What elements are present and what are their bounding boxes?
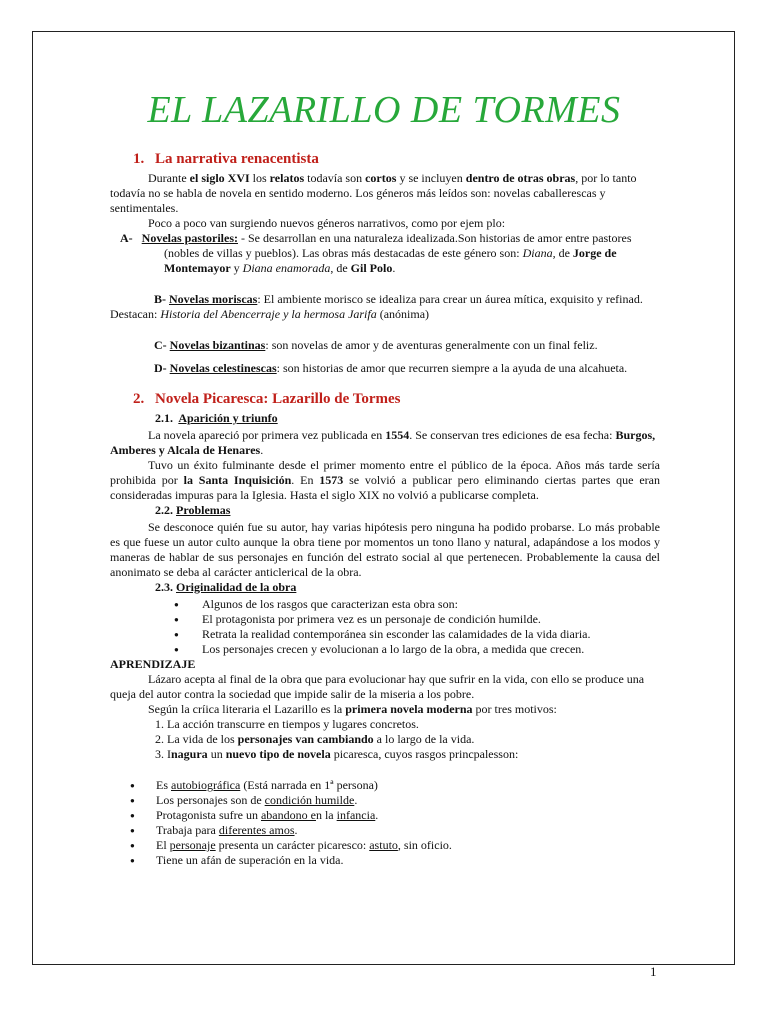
list-item: ● Es autobiográfica (Está narrada en 1ª persona)	[110, 778, 660, 793]
subsection-2-3-heading: 2.3. Originalidad de la obra	[155, 580, 297, 594]
subsection-2-2-heading: 2.2. Problemas	[155, 503, 231, 517]
motivo-3: 3. Inagura un nuevo tipo de novela picaresca, cuyos rasgos princpalesson:	[155, 747, 519, 761]
s1-paragraph-1: Durante el siglo XVI los relatos todavía son cortos y se incluyen dentro de otras obras, por lo tanto todavía no se habla de novela en sentido moderno. Los géneros más leídos son: novelas caballerescas y sentimentales.	[110, 171, 637, 215]
s22-paragraph: Se desconoce quién fue su autor, hay varias hipótesis pero ninguna ha podido probarse. Lo más probable es que fuese un autor culto aunque la obra tiene por momentos un tono llano y natural, adapándose a los modos y maneras de hablar de sus personajes en función del estrato social al que pertenecen. Probablemente la causa del anonimato se deba al carácter anticlerical de la obra.	[110, 520, 660, 579]
section-2-heading: 2. Novela Picaresca: Lazarillo de Tormes	[133, 391, 401, 407]
novela-pastoril-item: A- Novelas pastoriles: - Se desarrollan en una naturaleza idealizada.Son historias de amor entre pastores (nobles de villas y pueblos). Las obras más destacadas de este género son: Diana, de Jorge de Montemayor y Diana enamorada, de Gil Polo.	[120, 231, 632, 275]
list-item: ● Trabaja para diferentes amos.	[110, 823, 660, 838]
list-item: ● Los personajes crecen y evolucionan a lo largo de la obra, a medida que crecen.	[110, 642, 660, 657]
aprendizaje-paragraph-2: Según la críica literaria el Lazarillo es la primera novela moderna por tres motivos:	[148, 702, 557, 716]
document-title: EL LAZARILLO DE TORMES	[147, 89, 621, 131]
list-item: ● El protagonista por primera vez es un personaje de condición humilde.	[110, 612, 660, 627]
list-item: ● Protagonista sufre un abandono en la infancia.	[110, 808, 660, 823]
novela-bizantina-item: C- Novelas bizantinas: son novelas de amor y de aventuras generalmente con un final feliz.	[154, 338, 598, 352]
list-item: ● Los personajes son de condición humilde.	[110, 793, 660, 808]
aprendizaje-paragraph-1: Lázaro acepta al final de la obra que para evolucionar hay que sufrir en la vida, con ello se produce una queja del autor contra la sociedad que impide salir de la miseria a los pobre.	[110, 672, 645, 701]
s1-paragraph-2: Poco a poco van surgiendo nuevos géneros narrativos, como por ejem plo:	[148, 216, 506, 230]
motivo-1: 1. La acción transcurre en tiempos y lugares concretos.	[155, 717, 419, 731]
list-item: ● Tiene un afán de superación en la vida.	[110, 853, 660, 868]
motivo-2: 2. La vida de los personajes van cambiando a lo largo de la vida.	[155, 732, 475, 746]
aprendizaje-heading: APRENDIZAJE	[110, 657, 196, 671]
list-item: ● Algunos de los rasgos que caracterizan esta obra son:	[110, 597, 660, 612]
novela-morisca-item: B- Novelas moriscas: El ambiente morisco se idealiza para crear un áurea mítica, exquisito y refinad. Destacan: Historia del Abencerraje y la hermosa Jarifa (anónima)	[110, 292, 643, 321]
document-body	[110, 150, 660, 868]
s21-paragraph-2: Tuvo un éxito fulminante desde el primer momento entre el público de la época. Años más tarde sería prohibida por la Santa Inquisición. En 1573 se volvió a publicar pero eliminando ciertas partes que eran consideradas impuras para la Iglesia. Hasta el siglo XIX no volvió a publicarse completa.	[110, 458, 660, 502]
novela-celestinesca-item: D- Novelas celestinescas: son historias de amor que recurren siempre a la ayuda de una alcahueta.	[154, 361, 628, 375]
list-item: ● El personaje presenta un carácter picaresco: astuto, sin oficio.	[110, 838, 660, 853]
page-number: 1	[650, 964, 657, 979]
section-1-heading: 1. La narrativa renacentista	[133, 151, 319, 167]
subsection-2-1-heading: 2.1. Aparición y triunfo	[155, 411, 278, 425]
list-item: ● Retrata la realidad contemporánea sin esconder las calamidades de la vida diaria.	[110, 627, 660, 642]
s21-paragraph-1: La novela apareció por primera vez publicada en 1554. Se conservan tres ediciones de esa fecha: Burgos, Amberes y Alcala de Henares.	[110, 428, 656, 457]
